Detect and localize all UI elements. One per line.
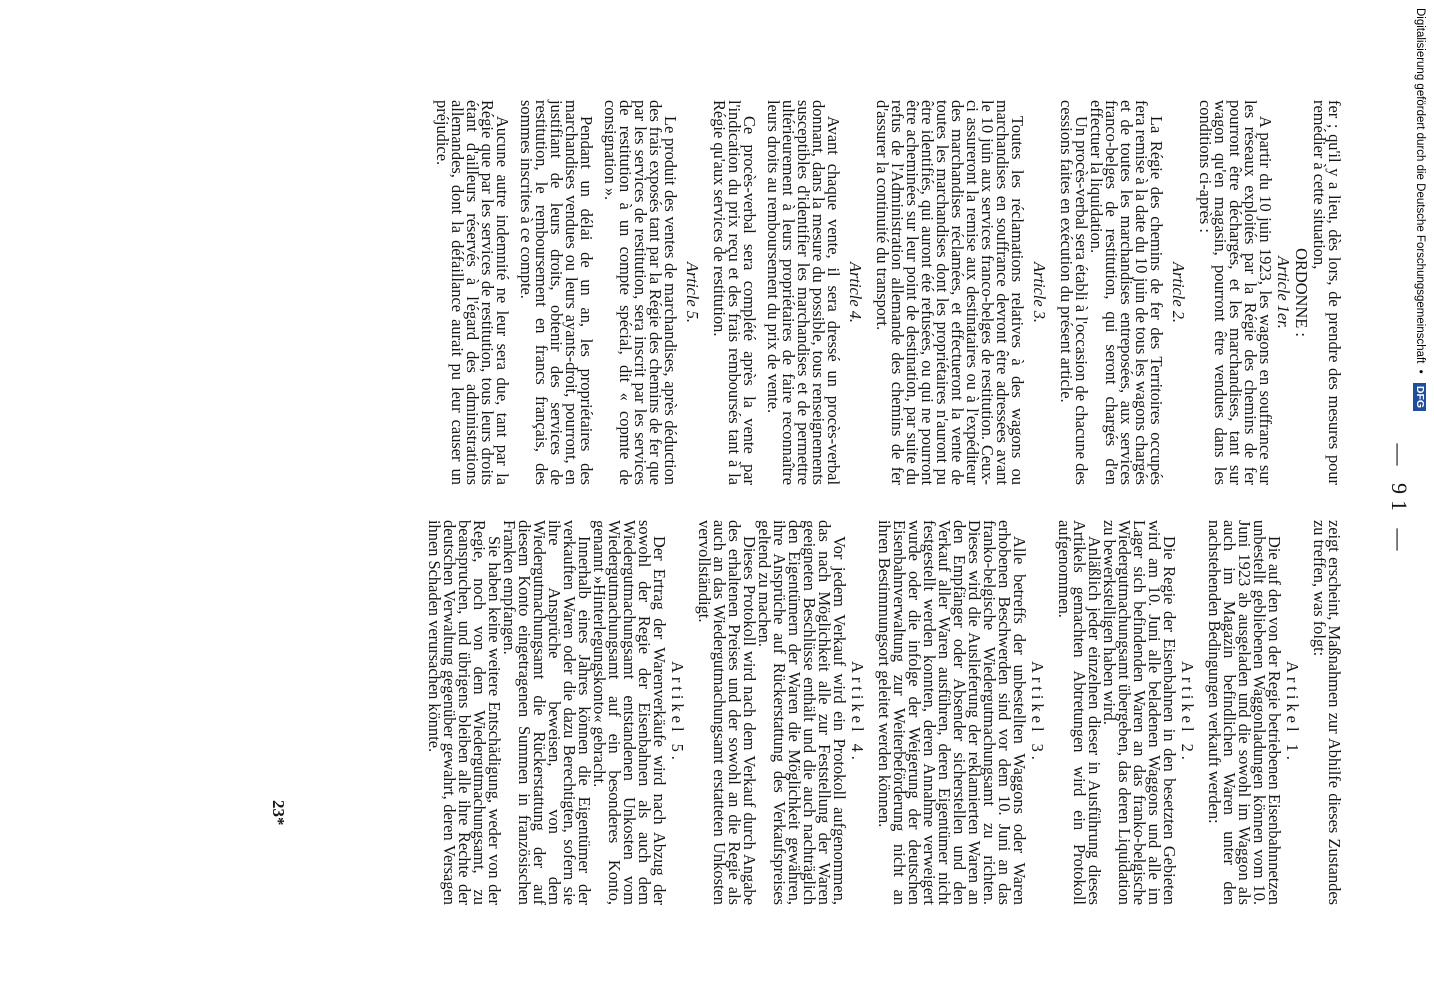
de-article-2-text: Die Regie der Eisenbahnen in den besetzten Gebieten wird am 10. Juni alle beladenen Waggons und alle im Lager sich befindenden Waren an das franko-belgische Wiedergutmachungsamt übergeben, das deren Liquidation zu bewerkstelligen haben wird. [1100,520,1179,905]
de-article-5-heading: Artikel 5. [668,661,687,764]
fr-ordonne: ORDONNE : [1292,248,1311,337]
de-article-5-text-3: Sie haben keine weitere Entschädigung, weder von der Regie, noch von dem Wiedergutmachungsamt, zu beanspruchen, und übrigens bleiben alle ihre Rechte der deutschen Verwaltung gegenüber gewahrt, deren Versagen ihnen Schaden verursachen könnte. [425,520,504,905]
fr-article-2-text: La Régie des chemins de fer des Territoires occupés fera remise à la date du 10 juin de tous les wagons chargés et de toutes les marchandises entreposées, aux services franco-belges de restitution, qui seront chargés d'en effectuer la liquidation. [1087,100,1166,485]
fr-article-5-text: Le produit des ventes de marchandises, après déduction des frais exposés tant par la Régie des chemins de fer que par les services de restitution, sera inscrit par les services de restitution à un compte spécial, dit « copmte de consignation ». [601,100,680,485]
fr-article-4-text-2: Ce procès-verbal sera complété après la vente par l'indication du prix reçu et des frais remboursés tant à la Régie qu'aux services de restitution. [710,100,759,485]
fr-article-2-heading: Article 2. [1169,262,1188,323]
fr-article-2-text-2: Un procès-verbal sera établi à l'occasion de chacune des cessions faites en exécution du présent article. [1057,100,1091,485]
de-article-4-text: Vor jedem Verkauf wird ein Protokoll aufgenommen, das nach Möglichkeit alle zur Feststellung der Waren geeigneten Beschlüsse enthält und die auch nachträglich den Eigentümern der Waren die Möglichkeit gewähren, ihre Ansprüche auf Rückerstattung des Verkaufspreises geltend zu machen. [755,520,849,905]
de-article-1-heading: Artikel 1. [1283,661,1302,764]
dfg-logo: DFG [1413,383,1426,411]
dfg-credit [1410,8,1426,411]
french-column [435,100,1342,485]
fr-article-5-heading: Article 5. [683,262,702,323]
folio-mark: 23* [269,800,288,826]
fr-article-1-text: A partir du 10 juin 1923, les wagons en souffrance sur les réseaux exploités par la Régie des chemins de fer pourront être déchargés, et les marchandises, tant sur wagon qu'en magasin, pourront être vendues dans les conditions ci-après : [1196,100,1275,485]
de-article-4-text-2: Dieses Protokoll wird nach dem Verkauf durch Angabe des erhaltenen Preises und der sowohl an die Regie als auch an das Wiedergutmachungsamt erstatteten Unkosten vervollständigt. [695,520,759,905]
de-intro: zeigt erscheint, Maßnahmen zur Abhilfe dieses Zustandes zu treffen, was folgt: [1310,520,1344,905]
de-article-1-text: Die auf den von der Regie betriebenen Eisenbahnnetzen unbestellt gebliebenen Waggonladungen können vom 10. Juni 1923 ab ausgeladen und die sowohl im Waggon als auch im Magazin befindlichen Waren unter den nachstehenden Bedingungen verkauft werden: [1205,520,1284,905]
dfg-separator: • [1414,369,1426,374]
fr-article-1-heading: Article 1er. [1274,256,1293,329]
de-article-3-text: Alle betreffs der unbestellten Waggons oder Waren erhobenen Beschwerden sind vor dem 10. Juni an das franko-belgische Wiedergutmachungsamt zu richten. Dieses wird die Auslieferung der reklamierten Waren an den Empfänger oder Absender sicherstellen und den Verkauf aller Waren ausführen, deren Eigentümer nicht festgestellt werden konnten, deren Annahme verweigert wurde oder die infolge der Weigerung der deutschen Eisenbahnverwaltung zur Weiterbeförderung nicht an ihren Bestimmungsort geleitet werden können. [875,520,1029,905]
de-article-5-text: Der Ertrag der Warenverkäufe wird nach Abzug der sowohl der Regie der Eisenbahnen als auch dem Wiedergutmachungsamt entstandenen Unkosten vom Wiedergutmachungsamt auf ein besonderes Konto, genannt »Hinterlegungskonto« gebracht. [590,520,669,905]
fr-article-4-text: Avant chaque vente, il sera dressé un procès-verbal donnant, dans la mesure du possible, tous renseignements susceptibles d'identifier les marchandises et de permettre ultérieurement à leurs propriétaires de faire reconnaître leurs droits au remboursement du prix de vente. [764,100,843,485]
fr-intro: fer ; qu'il y a lieu, dès lors, de prendre des mesures pour remédier à cette situation, [1310,100,1344,485]
fr-article-3-heading: Article 3. [1030,262,1049,323]
de-article-3-heading: Artikel 3. [1028,661,1047,764]
german-column [427,520,1342,905]
fr-article-4-heading: Article 4. [846,262,865,323]
page-number: — 91 — [1387,443,1412,557]
dfg-credit-text: Digitalisierung gefördert durch die Deutsche Forschungsgemeinschaft [1414,8,1426,364]
fr-article-5-text-3: Aucune autre indemnité ne leur sera due, tant par la Régie que par les services de restitution, tous leurs droits étant d'ailleurs réservés à l'égard des administrations allemandes, dont la défaillance aurait pu leur causer un préjudice. [433,100,512,485]
de-article-4-heading: Artikel 4. [848,661,867,764]
de-article-2-text-2: Anläßlich jeder einzelnen dieser in Ausführung dieses Artikels gemachten Abtretungen wird ein Protokoll aufgenommen. [1055,520,1104,905]
fr-article-3-text: Toutes les réclamations relatives à des wagons ou marchandises en souffrance devront être adressées avant le 10 juin aux services franco-belges de restitution. Ceux-ci assureront la remise aux destinataires ou à l'expéditeur des marchandises réclamées, et effectueront la vente de toutes les marchandises dont les propriétaires n'auront pu être identifiés, qui auront été refusées, ou qui ne pourront être acheminées sur leur point de destination, par suite du refus de l'Administration allemande des chemins de fer d'assurer la continuité du transport. [873,100,1027,485]
de-article-2-heading: Artikel 2. [1178,661,1197,764]
fr-article-5-text-2: Pendant un délai de un an, les propriétaires des marchandises vendues ou leurs ayants-droit, pourront, en justifiant de leurs droits, obtenir des services de restitution, le remboursement en francs français, des sommes inscrites à ce compte. [517,100,596,485]
de-article-5-text-2: Innerhalb eines Jahres können die Eigentümer der verkauften Waren oder die dazu Berechtigten, sofern sie ihre Ansprüche beweisen, von dem Wiedergutmachungsamt die Rückerstattung der auf diesem Konto eingetragenen Summen in französischen Franken empfangen. [500,520,594,905]
